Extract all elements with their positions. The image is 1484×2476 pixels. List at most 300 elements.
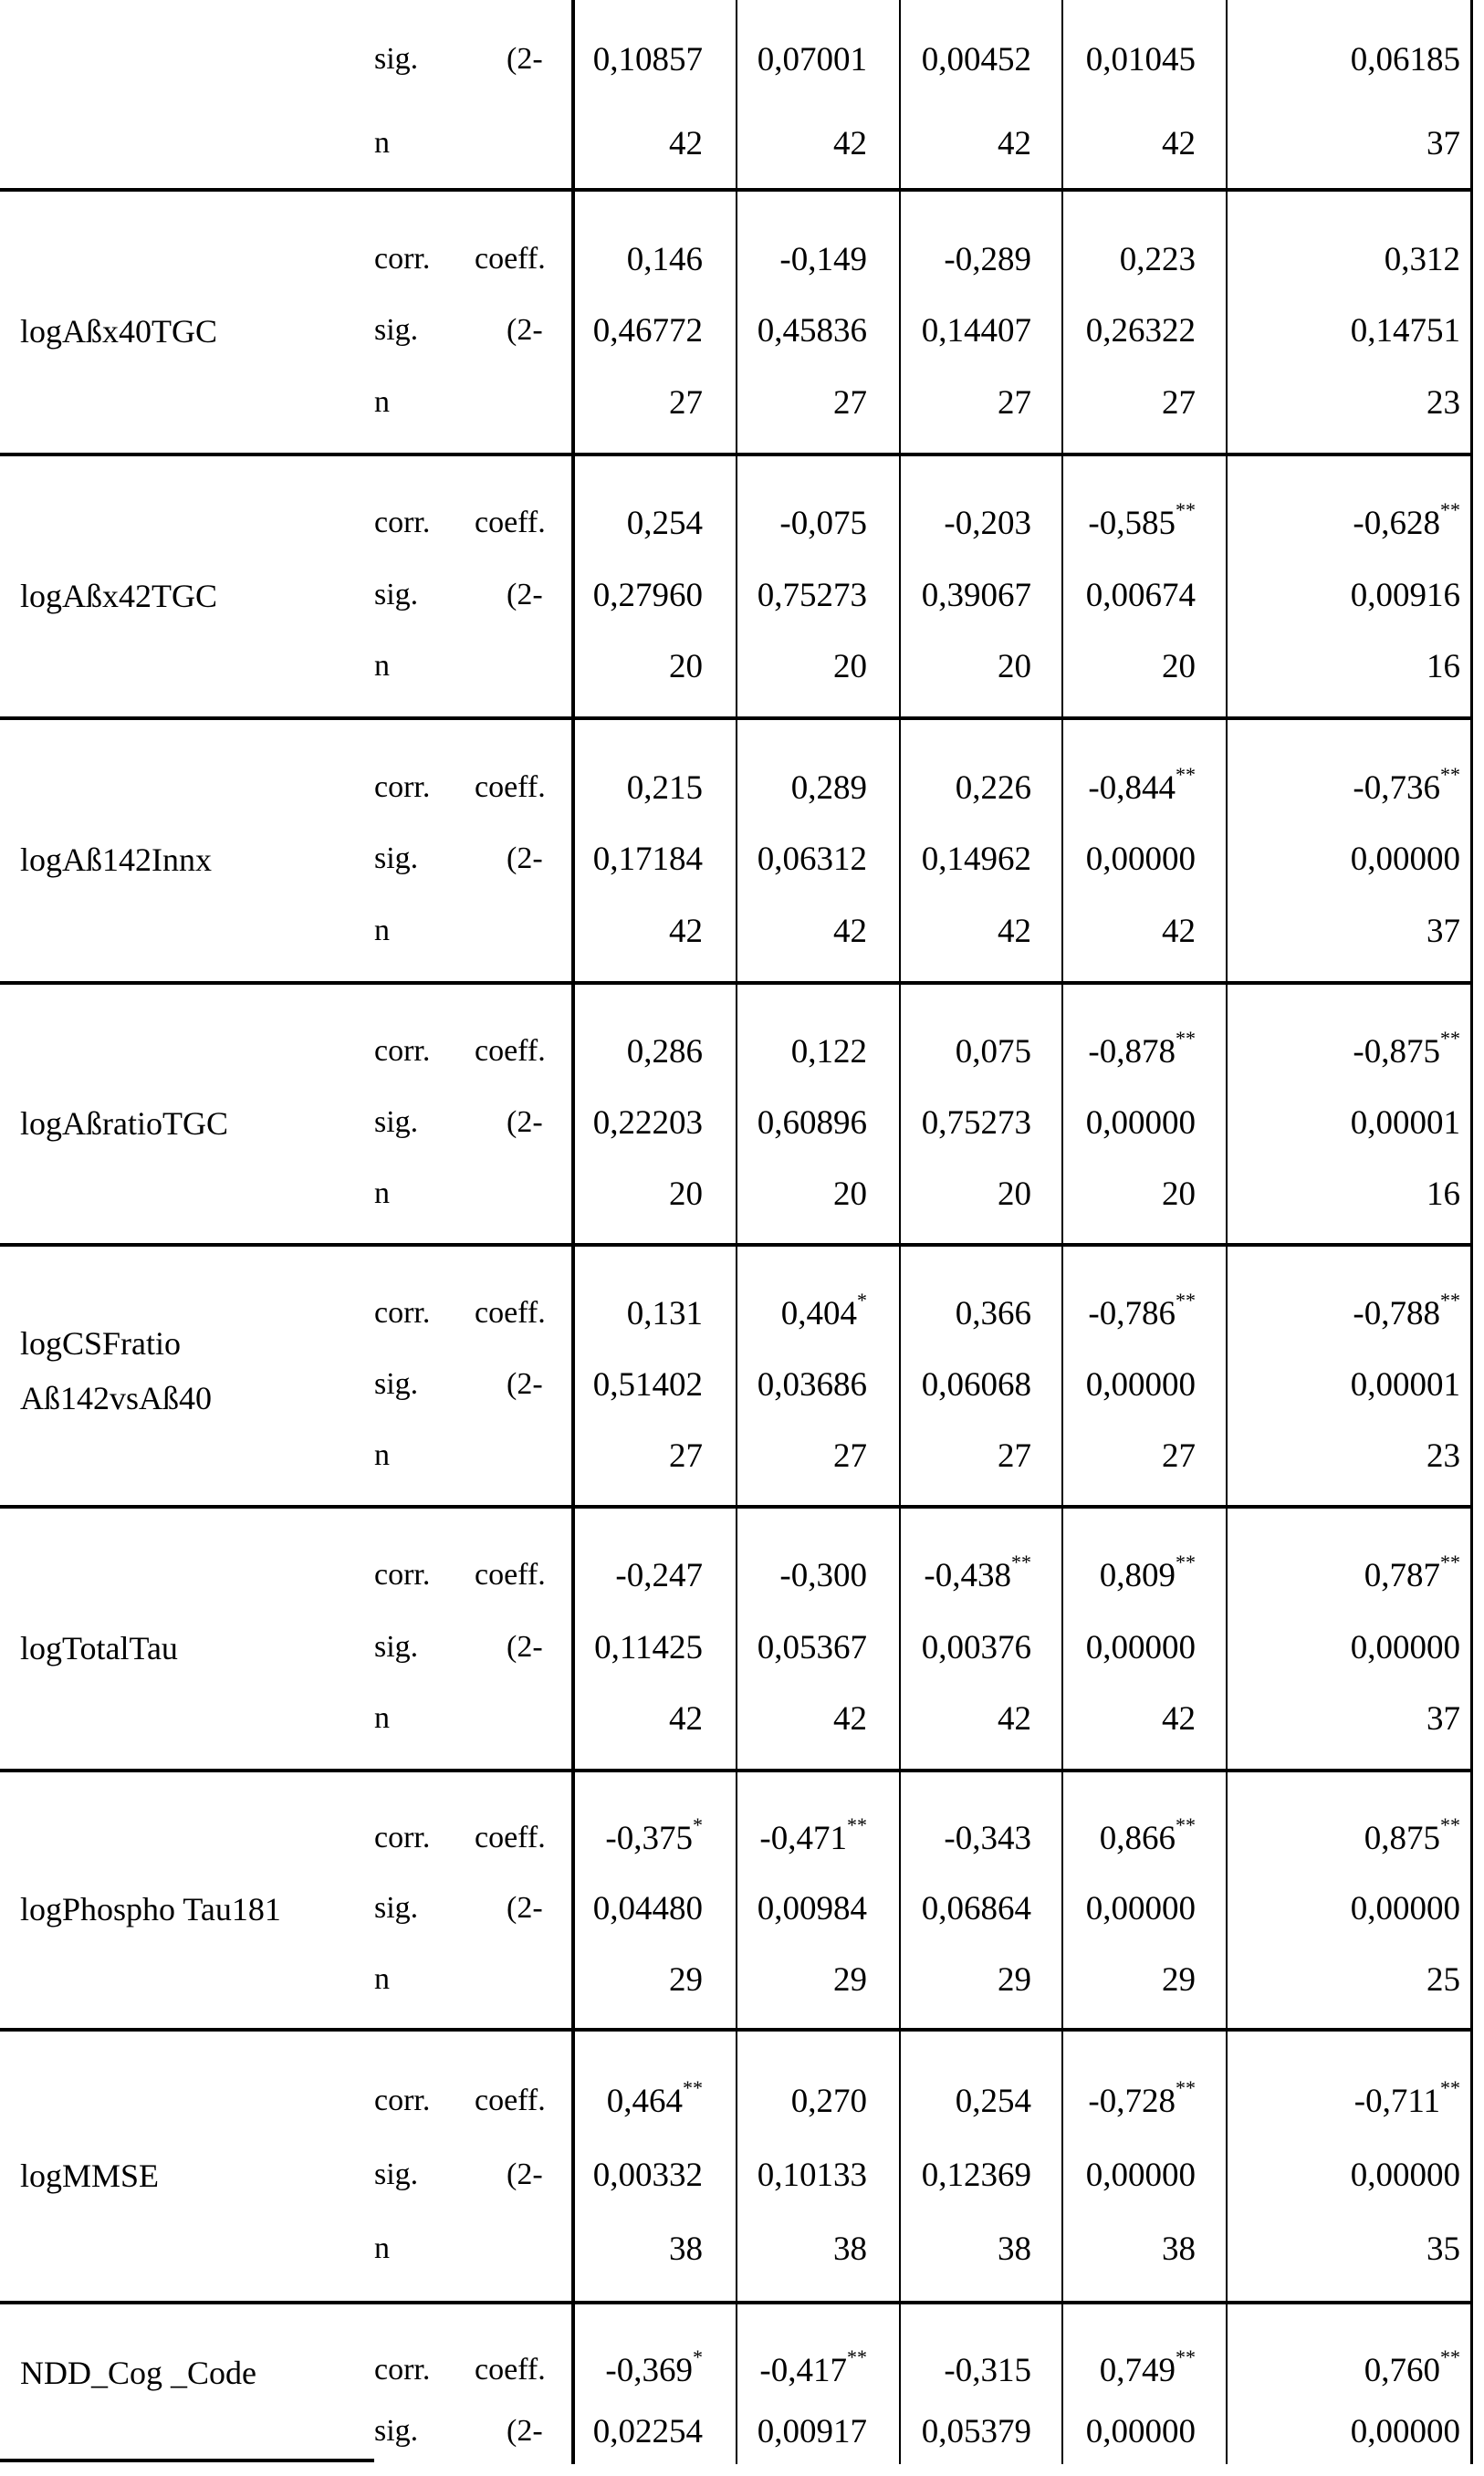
corr-cell <box>1353 2076 1460 2121</box>
significance-marker: ** <box>1440 498 1460 521</box>
corr-cell <box>605 2345 703 2390</box>
cell-value: 0,45836 <box>757 312 867 350</box>
cell-value: 23 <box>1427 1437 1460 1475</box>
cell-value: 0,46772 <box>592 312 703 350</box>
sig-cell <box>1086 2412 1196 2451</box>
cell-value: -0,844 <box>1088 769 1176 807</box>
stat-label-2tailed: (2- <box>507 1630 543 1664</box>
row-divider <box>0 716 1473 720</box>
cell-value: 0,75273 <box>921 1104 1031 1142</box>
cell-value: 0,312 <box>1384 241 1460 278</box>
stat-label-coeff: coeff. <box>475 2084 546 2117</box>
cell-value: 0,875 <box>1364 1820 1440 1857</box>
cell-value: 38 <box>1162 2230 1196 2268</box>
cell-value: 0,04480 <box>592 1890 703 1928</box>
corr-cell <box>944 240 1031 279</box>
stat-label-n: n <box>374 1701 390 1735</box>
sig-cell <box>1351 1628 1460 1667</box>
corr-cell <box>759 2345 867 2390</box>
variable-label: logAß142Innx <box>20 841 212 878</box>
sig-cell <box>922 1628 1031 1667</box>
cell-value: -0,878 <box>1088 1033 1176 1071</box>
stat-label-sig: sig. <box>374 1367 419 1401</box>
cell-value: 0,12369 <box>921 2157 1031 2194</box>
n-cell <box>833 1175 867 1214</box>
row-divider <box>0 188 1473 192</box>
variable-label: logTotalTau <box>20 1630 178 1666</box>
n-cell <box>1427 2230 1460 2269</box>
cell-value: 0,26322 <box>1085 312 1196 350</box>
n-cell <box>1162 2230 1196 2269</box>
cell-value: 0,00984 <box>757 1890 867 1928</box>
cell-value: 0,00000 <box>1350 1629 1460 1666</box>
corr-cell <box>791 2082 867 2121</box>
sig-cell <box>922 40 1031 79</box>
cell-value: 29 <box>1162 1961 1196 1999</box>
significance-marker: ** <box>1440 1551 1460 1573</box>
cell-value: 0,03686 <box>757 1366 867 1404</box>
cell-value: 0,10133 <box>757 2157 867 2194</box>
significance-marker: ** <box>1011 1551 1031 1573</box>
stat-label-sig: sig. <box>374 578 419 611</box>
cell-value: 0,464 <box>606 2083 683 2120</box>
cell-value: 0,05367 <box>757 1629 867 1666</box>
cell-value: 0,14407 <box>921 312 1031 350</box>
n-cell <box>833 2230 867 2269</box>
cell-value: 25 <box>1427 1961 1460 1999</box>
sig-cell <box>1351 1103 1460 1143</box>
cell-value: 38 <box>998 2230 1031 2268</box>
variable-label: logAßx42TGC <box>20 578 217 614</box>
sig-cell <box>922 1889 1031 1928</box>
cell-value: 0,226 <box>955 769 1031 807</box>
cell-value: 0,00000 <box>1350 2157 1460 2194</box>
cell-value: -0,289 <box>944 241 1031 278</box>
corr-cell <box>1353 1289 1460 1333</box>
corr-cell <box>944 2351 1031 2390</box>
corr-cell <box>1088 1027 1196 1071</box>
cell-value: 0,00674 <box>1085 577 1196 614</box>
cell-value: 0,00916 <box>1350 577 1460 614</box>
stat-label-coeff: coeff. <box>475 242 546 276</box>
cell-value: 42 <box>1162 125 1196 162</box>
corr-cell <box>1088 1289 1196 1333</box>
stat-label-2tailed: (2- <box>507 2414 543 2448</box>
cell-value: 0,760 <box>1364 2352 1440 2389</box>
significance-marker: ** <box>1440 2076 1460 2099</box>
stat-label-sig: sig. <box>374 841 419 875</box>
n-cell <box>1427 647 1460 686</box>
n-cell <box>1427 1960 1460 2000</box>
cell-value: 0,22203 <box>592 1104 703 1142</box>
cell-value: 37 <box>1427 913 1460 950</box>
cell-value: 0,223 <box>1119 241 1196 278</box>
n-cell <box>1162 124 1196 163</box>
stat-label-sig: sig. <box>374 1105 419 1139</box>
cell-value: 0,131 <box>626 1295 703 1332</box>
sig-cell <box>758 1103 867 1143</box>
n-cell <box>833 1699 867 1739</box>
stat-label-n: n <box>374 1176 390 1210</box>
cell-value: 0,787 <box>1364 1557 1440 1594</box>
cell-value: 0,866 <box>1099 1820 1176 1857</box>
sig-cell <box>1351 2412 1460 2451</box>
sig-cell <box>1351 1889 1460 1928</box>
cell-value: 0,00000 <box>1085 2413 1196 2450</box>
sig-cell <box>758 2156 867 2195</box>
cell-value: 0,06185 <box>1350 41 1460 78</box>
cell-value: 20 <box>1162 1175 1196 1213</box>
stat-label-n: n <box>374 385 390 419</box>
cell-value: -0,585 <box>1088 505 1176 542</box>
cell-value: -0,786 <box>1088 1295 1176 1332</box>
cell-value: 42 <box>833 125 867 162</box>
cell-value: 20 <box>998 1175 1031 1213</box>
significance-marker: ** <box>1176 1289 1196 1311</box>
significance-marker: ** <box>1176 498 1196 521</box>
corr-cell <box>1353 498 1460 543</box>
n-cell <box>998 1175 1031 1214</box>
cell-value: -0,471 <box>759 1820 847 1857</box>
significance-marker: ** <box>847 2345 867 2368</box>
n-cell <box>998 124 1031 163</box>
n-cell <box>998 912 1031 951</box>
cell-value: 29 <box>669 1961 703 1999</box>
corr-cell <box>627 240 703 279</box>
cell-value: 0,60896 <box>757 1104 867 1142</box>
cell-value: 42 <box>998 1700 1031 1738</box>
cell-value: 0,05379 <box>921 2413 1031 2450</box>
cell-value: 0,06864 <box>921 1890 1031 1928</box>
row-divider <box>0 2028 1473 2032</box>
n-cell <box>1427 1436 1460 1476</box>
cell-value: 0,39067 <box>921 577 1031 614</box>
sig-cell <box>1086 1365 1196 1405</box>
cell-value: 37 <box>1427 125 1460 162</box>
sig-cell <box>922 1365 1031 1405</box>
n-cell <box>833 124 867 163</box>
stat-label-sig: sig. <box>374 313 419 347</box>
cell-value: 0,00000 <box>1085 2157 1196 2194</box>
corr-cell <box>780 1289 867 1333</box>
table-end-line <box>0 2459 374 2462</box>
stat-label-coeff: coeff. <box>475 1821 546 1854</box>
cell-value: 0,17184 <box>592 841 703 878</box>
cell-value: 0,00376 <box>921 1629 1031 1666</box>
sig-cell <box>593 1889 703 1928</box>
n-cell <box>998 383 1031 423</box>
cell-value: 0,00000 <box>1350 1890 1460 1928</box>
column-divider <box>899 0 901 2464</box>
sig-cell <box>1086 2156 1196 2195</box>
cell-value: 0,00000 <box>1350 2413 1460 2450</box>
stat-label-n: n <box>374 126 390 160</box>
sig-cell <box>922 311 1031 350</box>
sig-cell <box>1086 40 1196 79</box>
sig-cell <box>1351 2156 1460 2195</box>
column-divider <box>736 0 737 2464</box>
stat-label-corr: corr. <box>374 770 431 804</box>
cell-value: 27 <box>1162 384 1196 422</box>
n-cell <box>1427 1175 1460 1214</box>
corr-cell <box>956 2082 1031 2121</box>
cell-value: 0,00000 <box>1350 841 1460 878</box>
n-cell <box>669 1436 703 1476</box>
cell-value: 0,404 <box>780 1295 857 1332</box>
n-cell <box>833 1436 867 1476</box>
sig-cell <box>1086 1103 1196 1143</box>
sig-cell <box>593 2156 703 2195</box>
corr-cell <box>1099 2345 1196 2390</box>
n-cell <box>1162 383 1196 423</box>
stat-label-2tailed: (2- <box>507 1105 543 1139</box>
cell-value: 0,27960 <box>592 577 703 614</box>
sig-cell <box>1086 1889 1196 1928</box>
cell-value: 27 <box>1162 1437 1196 1475</box>
n-cell <box>1427 383 1460 423</box>
variable-label: logMMSE <box>20 2157 160 2194</box>
stat-label-corr: corr. <box>374 506 431 539</box>
cell-value: 0,366 <box>955 1295 1031 1332</box>
cell-value: 0,01045 <box>1085 41 1196 78</box>
n-cell <box>1427 1699 1460 1739</box>
variable-label: NDD_Cog _Code <box>20 2355 256 2391</box>
stat-label-corr: corr. <box>374 1821 431 1854</box>
n-cell <box>998 647 1031 686</box>
significance-marker: ** <box>1440 2345 1460 2368</box>
cell-value: 0,00000 <box>1085 1890 1196 1928</box>
stat-label-corr: corr. <box>374 2084 431 2117</box>
n-cell <box>1162 1436 1196 1476</box>
sig-cell <box>758 840 867 879</box>
column-divider <box>1226 0 1228 2464</box>
corr-cell <box>1120 240 1196 279</box>
corr-cell <box>627 768 703 808</box>
sig-cell <box>593 311 703 350</box>
cell-value: 42 <box>998 125 1031 162</box>
corr-cell <box>924 1551 1031 1595</box>
significance-marker: ** <box>1176 1813 1196 1836</box>
cell-value: -0,438 <box>924 1557 1011 1594</box>
cell-value: 35 <box>1427 2230 1460 2268</box>
cell-value: 0,75273 <box>757 577 867 614</box>
cell-value: 38 <box>833 2230 867 2268</box>
n-cell <box>833 1960 867 2000</box>
cell-value: 20 <box>833 1175 867 1213</box>
n-cell <box>1162 1175 1196 1214</box>
stat-label-coeff: coeff. <box>475 2353 546 2387</box>
cell-value: 0,00452 <box>921 41 1031 78</box>
cell-value: 29 <box>833 1961 867 1999</box>
sig-cell <box>594 1628 703 1667</box>
significance-marker: ** <box>847 1813 867 1836</box>
stat-label-coeff: coeff. <box>475 506 546 539</box>
n-cell <box>833 383 867 423</box>
cell-value: 0,146 <box>626 241 703 278</box>
n-cell <box>1162 1960 1196 2000</box>
cell-value: 0,00332 <box>592 2157 703 2194</box>
n-cell <box>1162 912 1196 951</box>
column-divider <box>571 0 575 2464</box>
sig-cell <box>1351 40 1460 79</box>
n-cell <box>669 383 703 423</box>
stat-label-sig: sig. <box>374 1630 419 1664</box>
n-cell <box>669 912 703 951</box>
stat-label-2tailed: (2- <box>507 42 543 76</box>
n-cell <box>998 1436 1031 1476</box>
cell-value: -0,417 <box>759 2352 847 2389</box>
cell-value: 0,14962 <box>921 841 1031 878</box>
corr-cell <box>1364 1813 1460 1858</box>
n-cell <box>998 1699 1031 1739</box>
corr-cell <box>1385 240 1460 279</box>
cell-value: 0,809 <box>1099 1557 1176 1594</box>
n-cell <box>833 647 867 686</box>
stat-label-n: n <box>374 1962 390 1996</box>
sig-cell <box>1086 576 1196 615</box>
cell-value: 42 <box>998 913 1031 950</box>
corr-cell <box>759 1813 867 1858</box>
corr-cell <box>791 1032 867 1071</box>
cell-value: -0,711 <box>1353 2083 1440 2120</box>
cell-value: 0,06068 <box>921 1366 1031 1404</box>
sig-cell <box>758 1628 867 1667</box>
cell-value: 0,749 <box>1099 2352 1176 2389</box>
cell-value: 0,02254 <box>592 2413 703 2450</box>
corr-cell <box>944 1819 1031 1858</box>
significance-marker: ** <box>1440 1027 1460 1050</box>
cell-value: 20 <box>998 648 1031 685</box>
cell-value: 0,122 <box>790 1033 867 1071</box>
cell-value: -0,203 <box>944 505 1031 542</box>
cell-value: 0,00000 <box>1085 1366 1196 1404</box>
cell-value: -0,149 <box>779 241 867 278</box>
sig-cell <box>758 1365 867 1405</box>
sig-cell <box>593 2412 703 2451</box>
cell-value: 0,075 <box>955 1033 1031 1071</box>
stat-label-2tailed: (2- <box>507 578 543 611</box>
n-cell <box>833 912 867 951</box>
stat-label-sig: sig. <box>374 1891 419 1925</box>
corr-cell <box>1364 1551 1460 1595</box>
sig-cell <box>593 1103 703 1143</box>
cell-value: -0,628 <box>1353 505 1440 542</box>
corr-cell <box>1353 1027 1460 1071</box>
sig-cell <box>922 2412 1031 2451</box>
corr-cell <box>1099 1813 1196 1858</box>
cell-value: 42 <box>669 1700 703 1738</box>
n-cell <box>1427 124 1460 163</box>
n-cell <box>669 1960 703 2000</box>
corr-cell <box>1088 2076 1196 2121</box>
stat-label-2tailed: (2- <box>507 841 543 875</box>
significance-marker: ** <box>1176 2076 1196 2099</box>
cell-value: -0,300 <box>779 1557 867 1594</box>
cell-value: -0,075 <box>779 505 867 542</box>
corr-cell <box>1088 498 1196 543</box>
variable-label: logCSFratio <box>20 1325 182 1362</box>
significance-marker: * <box>693 1813 703 1836</box>
significance-marker: * <box>857 1289 867 1311</box>
cell-value: -0,875 <box>1353 1033 1440 1071</box>
significance-marker: ** <box>1440 763 1460 786</box>
corr-cell <box>1353 763 1460 808</box>
significance-marker: ** <box>1176 1027 1196 1050</box>
cell-value: 0,286 <box>626 1033 703 1071</box>
cell-value: 0,254 <box>955 2083 1031 2120</box>
cell-value: 38 <box>669 2230 703 2268</box>
sig-cell <box>922 840 1031 879</box>
n-cell <box>998 2230 1031 2269</box>
sig-cell <box>593 1365 703 1405</box>
corr-cell <box>1088 763 1196 808</box>
cell-value: -0,343 <box>944 1820 1031 1857</box>
significance-marker: ** <box>1176 1551 1196 1573</box>
cell-value: 29 <box>998 1961 1031 1999</box>
sig-cell <box>1351 840 1460 879</box>
stat-label-coeff: coeff. <box>475 1558 546 1592</box>
cell-value: 20 <box>669 1175 703 1213</box>
cell-value: 16 <box>1427 1175 1460 1213</box>
sig-cell <box>758 576 867 615</box>
significance-marker: * <box>693 2345 703 2368</box>
corr-cell <box>605 1813 703 1858</box>
corr-cell <box>944 504 1031 543</box>
corr-cell <box>1364 2345 1460 2390</box>
stat-label-coeff: coeff. <box>475 770 546 804</box>
stat-label-n: n <box>374 649 390 683</box>
sig-cell <box>1086 1628 1196 1667</box>
stat-label-sig: sig. <box>374 2414 419 2448</box>
n-cell <box>669 124 703 163</box>
n-cell <box>669 1175 703 1214</box>
row-divider <box>0 1243 1473 1247</box>
cell-value: 0,51402 <box>592 1366 703 1404</box>
stat-label-2tailed: (2- <box>507 313 543 347</box>
n-cell <box>998 1960 1031 2000</box>
n-cell <box>1162 1699 1196 1739</box>
n-cell <box>669 647 703 686</box>
corr-cell <box>956 1294 1031 1333</box>
stat-label-corr: corr. <box>374 2353 431 2387</box>
cell-value: -0,736 <box>1353 769 1440 807</box>
stat-label-corr: corr. <box>374 242 431 276</box>
cell-value: 42 <box>833 1700 867 1738</box>
sig-cell <box>922 1103 1031 1143</box>
cell-value: -0,375 <box>605 1820 693 1857</box>
sig-cell <box>593 40 703 79</box>
corr-cell <box>627 504 703 543</box>
corr-cell <box>615 1556 703 1595</box>
corr-cell <box>1099 1551 1196 1595</box>
cell-value: 0,289 <box>790 769 867 807</box>
cell-value: 37 <box>1427 1700 1460 1738</box>
cell-value: 20 <box>833 648 867 685</box>
cell-value: 0,00001 <box>1350 1104 1460 1142</box>
corr-cell <box>956 768 1031 808</box>
sig-cell <box>1086 840 1196 879</box>
sig-cell <box>758 2412 867 2451</box>
cell-value: 0,14751 <box>1350 312 1460 350</box>
sig-cell <box>758 311 867 350</box>
row-divider <box>0 453 1473 456</box>
corr-cell <box>627 1294 703 1333</box>
stat-label-coeff: coeff. <box>475 1034 546 1068</box>
stat-label-2tailed: (2- <box>507 2157 543 2191</box>
significance-marker: ** <box>1440 1289 1460 1311</box>
cell-value: 16 <box>1427 648 1460 685</box>
cell-value: 0,215 <box>626 769 703 807</box>
